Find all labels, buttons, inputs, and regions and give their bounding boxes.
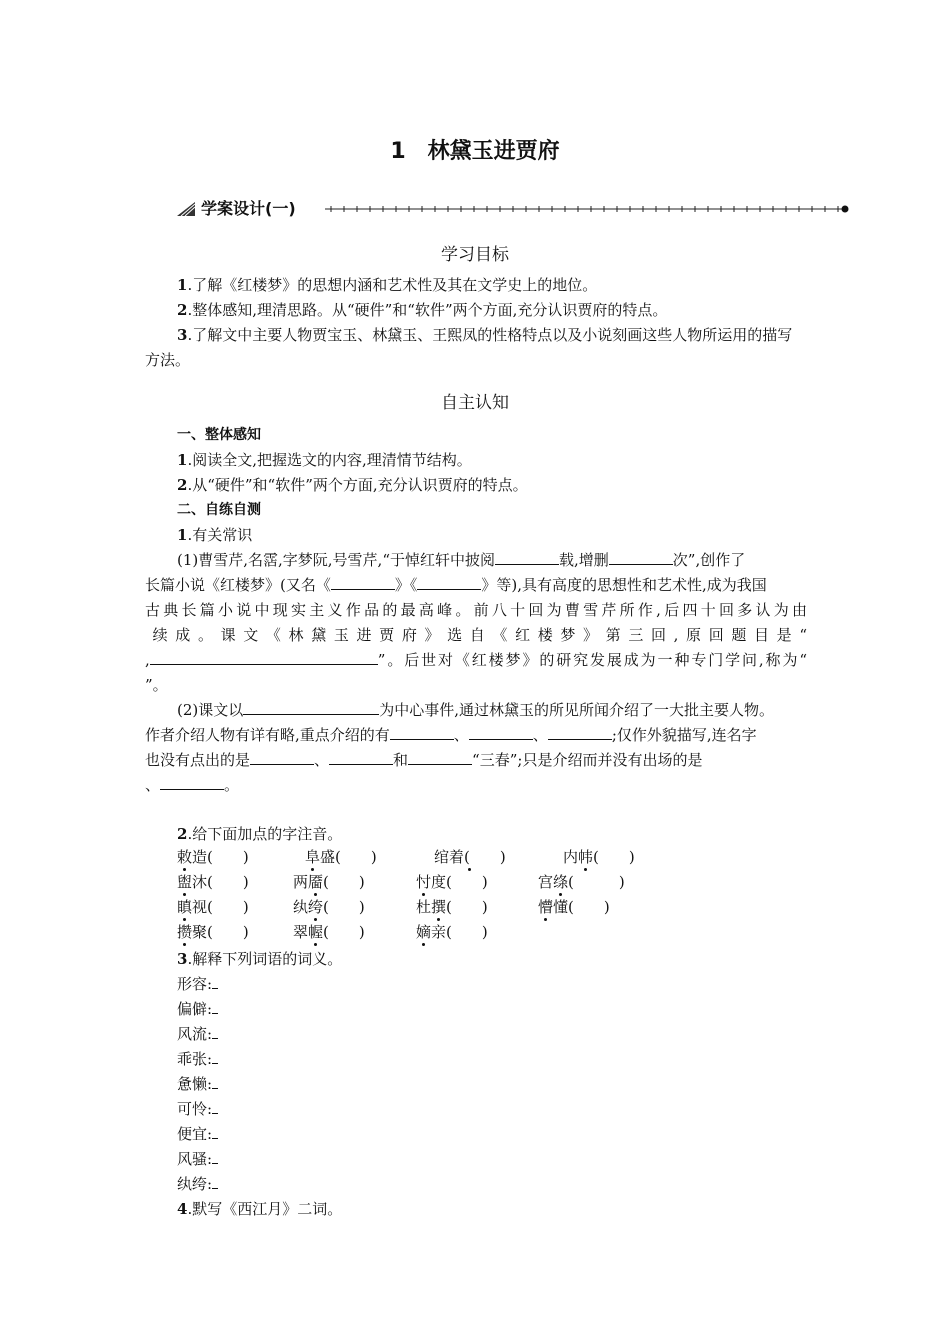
q1p1-text: 长篇小说《红楼梦》(又名《 [145, 576, 331, 594]
q1p1-line [145, 623, 807, 648]
q-text: .有关常识 [187, 526, 253, 544]
q1p2-text: 为中心事件,通过林黛玉的所见所闻介绍了一大批主要人物。 [379, 701, 775, 719]
q1-p2 [145, 698, 807, 798]
item-num: 2 [177, 476, 188, 494]
fill-blank[interactable] [331, 575, 395, 590]
pinyin-grid [177, 846, 697, 946]
pinyin-rest: ( ) [568, 873, 625, 891]
fill-blank[interactable] [212, 1174, 218, 1189]
pinyin-rest: 聚( ) [192, 923, 249, 941]
part1-item-1 [145, 448, 807, 473]
pinyin-rest: 盛( ) [320, 848, 377, 866]
pinyin-pre: 纨 [293, 898, 309, 916]
q1p2-text: 作者介绍人物有详有略,重点介绍的有 [145, 726, 390, 744]
term-item[interactable] [177, 1022, 377, 1047]
dotted-char: 撰 [431, 898, 447, 916]
pinyin-item[interactable] [416, 896, 488, 917]
q2-title [145, 822, 807, 847]
section-end-dot-icon [842, 206, 849, 213]
dotted-char: 攒 [177, 923, 193, 941]
q-text: .给下面加点的字注音。 [187, 825, 343, 843]
q3-title [145, 947, 807, 972]
pinyin-rest: ( ) [593, 848, 635, 866]
pinyin-item[interactable] [177, 896, 249, 917]
q1p2-text: 、 [532, 726, 548, 744]
pinyin-item[interactable] [434, 846, 506, 867]
term-label: 风骚: [177, 1150, 213, 1168]
fill-blank[interactable] [212, 1149, 218, 1164]
dotted-char: 靥 [308, 873, 324, 891]
pinyin-rest: 度( ) [431, 873, 488, 891]
pinyin-rest: 视( ) [192, 898, 249, 916]
goal-num: 1 [177, 276, 188, 294]
term-label: 乖张: [177, 1050, 213, 1068]
q1p1-text: ”。 [145, 676, 168, 694]
goal-text: .了解《红楼梦》的思想内涵和艺术性及其在文学史上的地位。 [187, 276, 598, 294]
pinyin-pre: 翠 [293, 923, 309, 941]
term-label: 纨绔: [177, 1175, 213, 1193]
pinyin-rest: ( ) [323, 923, 365, 941]
pinyin-item[interactable] [293, 871, 365, 892]
goal-text: .了解文中主要人物贾宝玉、林黛玉、王熙凤的性格特点以及小说刻画这些人物所运用的描写方法。 [145, 326, 793, 369]
fill-blank[interactable] [417, 575, 481, 590]
fill-blank[interactable] [212, 1024, 218, 1039]
q-num: 3 [177, 950, 188, 968]
term-item[interactable] [177, 1072, 377, 1097]
pinyin-item[interactable] [293, 921, 365, 942]
q-text: .默写《西江月》二词。 [187, 1200, 343, 1218]
dotted-char: 盥 [177, 873, 193, 891]
fill-blank[interactable] [212, 1074, 218, 1089]
goal-num: 3 [177, 326, 188, 344]
term-label: 便宜: [177, 1125, 213, 1143]
section-label: 学案设计(一) [201, 198, 300, 220]
fill-blank[interactable] [609, 550, 673, 565]
q1p1-line [145, 648, 807, 673]
page-title [0, 134, 950, 165]
dotted-char: 绔 [308, 898, 324, 916]
pinyin-rest: ( ) [323, 898, 365, 916]
term-label: 惫懒: [177, 1075, 213, 1093]
pinyin-pre: 杜 [416, 898, 432, 916]
pinyin-pre: 两 [293, 873, 309, 891]
fill-blank[interactable] [212, 999, 218, 1014]
pinyin-rest: ( ) [323, 873, 365, 891]
q1p1-text: , [145, 651, 150, 669]
fill-blank[interactable] [212, 1099, 218, 1114]
goal-item-2 [145, 298, 807, 323]
q-num: 1 [177, 526, 188, 544]
pinyin-item[interactable] [416, 921, 488, 942]
goal-item-3 [145, 323, 807, 373]
q1p2-text: 、 [314, 751, 330, 769]
term-item[interactable] [177, 1047, 377, 1072]
q1p2-text: 、 [145, 776, 161, 794]
q1p1-line [145, 598, 807, 623]
term-label: 形容: [177, 975, 213, 993]
pinyin-item[interactable] [563, 846, 635, 867]
q1p1-text: (1)曹雪芹,名霑,字梦阮,号雪芹,“于悼红轩中披阅 [177, 551, 495, 569]
pinyin-item[interactable] [177, 846, 249, 867]
pinyin-rest: ( ) [446, 898, 488, 916]
pinyin-item[interactable] [177, 871, 249, 892]
fill-blank[interactable] [150, 650, 378, 665]
q-text: .解释下列词语的词义。 [187, 950, 343, 968]
fill-blank[interactable] [160, 775, 224, 790]
fill-blank[interactable] [243, 700, 379, 715]
dotted-char: 嫡 [416, 923, 432, 941]
q1-p1 [145, 548, 807, 698]
term-label: 可怜: [177, 1100, 213, 1118]
q1p1-text: 续成。课文《林黛玉进贾府》选自《红楼梦》第三回,原回题目是“ [145, 626, 807, 644]
pinyin-rest: 懂( ) [553, 898, 610, 916]
q1p2-text: 也没有点出的是 [145, 751, 251, 769]
fill-blank[interactable] [212, 1124, 218, 1139]
q1p1-line [145, 673, 807, 698]
pinyin-rest: 沐( ) [192, 873, 249, 891]
term-label: 风流: [177, 1025, 213, 1043]
pinyin-rest: 亲( ) [431, 923, 488, 941]
q1p1-text: 载,增删 [559, 551, 609, 569]
q1p1-text: ”。后世对《红楼梦》的研究发展成为一种专门学问,称为“ [377, 651, 807, 669]
dotted-char: 瞋 [177, 898, 193, 916]
pinyin-pre: 宫 [538, 873, 554, 891]
term-label: 偏僻: [177, 1000, 213, 1018]
self-heading: 自主认知 [441, 393, 509, 413]
pinyin-item[interactable] [416, 871, 488, 892]
term-item[interactable] [177, 1122, 377, 1147]
term-item[interactable] [177, 997, 377, 1022]
dotted-char: 绦 [553, 873, 569, 891]
fill-blank[interactable] [390, 725, 454, 740]
pinyin-item[interactable] [305, 846, 377, 867]
item-text: .从“硬件”和“软件”两个方面,充分认识贾府的特点。 [187, 476, 528, 494]
goal-text: .整体感知,理清思路。从“硬件”和“软件”两个方面,充分认识贾府的特点。 [187, 301, 668, 319]
pinyin-rest: 造( ) [192, 848, 249, 866]
fill-blank[interactable] [495, 550, 559, 565]
q4-title [145, 1197, 807, 1222]
q1p2-text: ;仅作外貌描写,连名字 [611, 726, 757, 744]
pinyin-item[interactable] [293, 896, 365, 917]
q1p2-text: “三春”;只是介绍而并没有出场的是 [472, 751, 703, 769]
lesson-title: 林黛玉进贾府 [427, 139, 560, 164]
fill-blank[interactable] [408, 750, 472, 765]
q1p1-text: 古典长篇小说中现实主义作品的最高峰。前八十回为曹雪芹所作,后四十回多认为由 [145, 601, 807, 619]
fill-blank[interactable] [212, 1049, 218, 1064]
section-bar [175, 198, 851, 220]
pinyin-text: 绾着( ) [434, 848, 506, 866]
pinyin-pre: 内 [563, 848, 579, 866]
q-num: 4 [177, 1200, 188, 1218]
fill-blank[interactable] [329, 750, 393, 765]
pinyin-item[interactable] [538, 871, 625, 892]
goal-num: 2 [177, 301, 188, 319]
term-item[interactable] [177, 1147, 377, 1172]
pinyin-item[interactable] [177, 921, 249, 942]
q1p2-text: 和 [393, 751, 409, 769]
q1p1-text: 》《 [394, 576, 418, 594]
term-item[interactable] [177, 972, 377, 997]
dotted-char: 阜 [305, 848, 321, 866]
fill-blank[interactable] [212, 974, 218, 989]
dotted-char: 帏 [578, 848, 594, 866]
q1p2-text: (2)课文以 [177, 701, 244, 719]
fill-blank[interactable] [469, 725, 533, 740]
dotted-char: 懵 [538, 898, 554, 916]
q1p1-text: 》等),具有高度的思想性和艺术性,成为我国 [481, 576, 767, 594]
term-item[interactable] [177, 1097, 377, 1122]
dotted-char: 幄 [308, 923, 324, 941]
q-num: 2 [177, 825, 188, 843]
q1p1-text: 次”,创作了 [672, 551, 746, 569]
dotted-char: 敕 [177, 848, 193, 866]
q1p2-text: 。 [224, 776, 240, 794]
fill-blank[interactable] [250, 750, 314, 765]
part2-title: 二、自练自测 [177, 502, 261, 518]
q1-title [145, 523, 807, 548]
item-text: .阅读全文,把握选文的内容,理清情节结构。 [187, 451, 472, 469]
item-num: 1 [177, 451, 188, 469]
part1-title: 一、整体感知 [177, 427, 261, 443]
pinyin-item[interactable] [538, 896, 610, 917]
goals-heading: 学习目标 [441, 245, 509, 265]
term-list [177, 972, 377, 1197]
part1-item-2 [145, 473, 807, 498]
fill-blank[interactable] [548, 725, 612, 740]
goal-item-1 [145, 273, 807, 298]
q1p2-text: 、 [453, 726, 469, 744]
term-item[interactable] [177, 1172, 377, 1197]
dotted-char: 忖 [416, 873, 432, 891]
lesson-number: 1 [390, 139, 406, 164]
